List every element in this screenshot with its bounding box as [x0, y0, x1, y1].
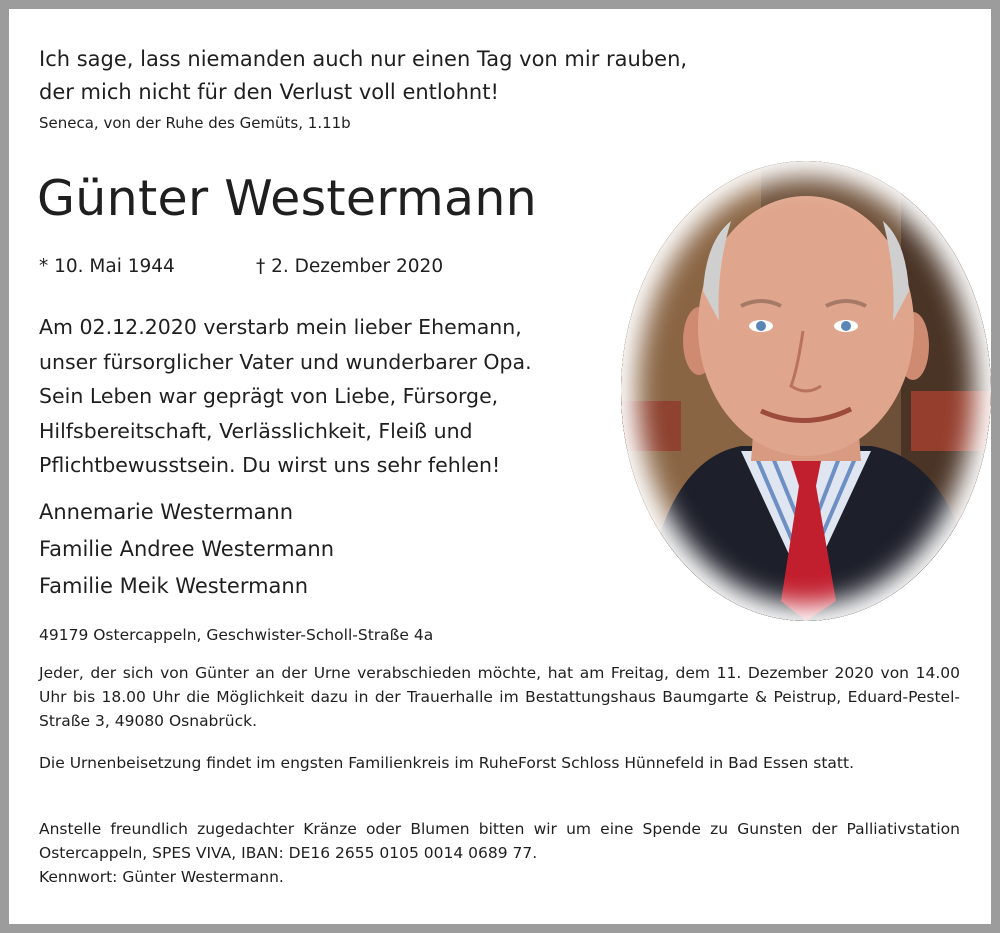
portrait-illustration [621, 161, 991, 621]
obituary-line: Hilfsbereitschaft, Verlässlichkeit, Fleiß und [39, 418, 473, 443]
family-address: 49179 Ostercappeln, Geschwister-Scholl-Straße 4a [39, 626, 434, 644]
obituary-card [9, 9, 991, 924]
quote [39, 43, 687, 109]
birth-date: * 10. Mai 1944 [39, 256, 175, 277]
deceased-name: Günter Westermann [37, 170, 538, 227]
mourner: Familie Meik Westermann [39, 574, 309, 598]
mourner: Familie Andree Westermann [39, 537, 335, 561]
portrait-photo [621, 161, 991, 621]
obituary-text [39, 310, 599, 483]
burial-paragraph: Die Urnenbeisetzung findet im engsten Familienkreis im RuheForst Schloss Hünnefeld in Bad Essen statt. [39, 754, 854, 772]
farewell-paragraph: Jeder, der sich von Günter an der Urne verabschieden möchte, hat am Freitag, dem 11. Dezember 2020 von 14.00 Uhr bis 18.00 Uhr die Möglichkeit dazu in der Trauerhalle im Bestattungshaus Baumgarte & Peistrup, Eduard-Pestel-Straße 3, 49080 Osnabrück. [39, 664, 960, 730]
donation-text: Anstelle freundlich zugedachter Kränze oder Blumen bitten wir um eine Spende zu Gunsten der Palliativstation Ostercappeln, SPES VIVA, IBAN: DE16 2655 0105 0014 0689 77. [39, 820, 960, 862]
quote-line-1: Ich sage, lass niemanden auch nur einen Tag von mir rauben, [39, 47, 688, 71]
donation-keyword: Kennwort: Günter Westermann. [39, 868, 284, 886]
obituary-line: Am 02.12.2020 verstarb mein lieber Ehemann, [39, 315, 522, 339]
obituary-line: unser fürsorglicher Vater und wunderbarer Opa. [39, 349, 532, 374]
mourners-list [39, 494, 334, 605]
mourner: Annemarie Westermann [39, 500, 294, 524]
quote-source: Seneca, von der Ruhe des Gemüts, 1.11b [39, 114, 351, 132]
death-date: † 2. Dezember 2020 [256, 256, 444, 277]
donation-paragraph [39, 817, 960, 889]
obituary-line: Sein Leben war geprägt von Liebe, Fürsorge, [39, 384, 499, 408]
quote-line-2: der mich nicht für den Verlust voll entlohnt! [39, 80, 499, 104]
obituary-line: Pflichtbewusstsein. Du wirst uns sehr fehlen! [39, 453, 501, 477]
